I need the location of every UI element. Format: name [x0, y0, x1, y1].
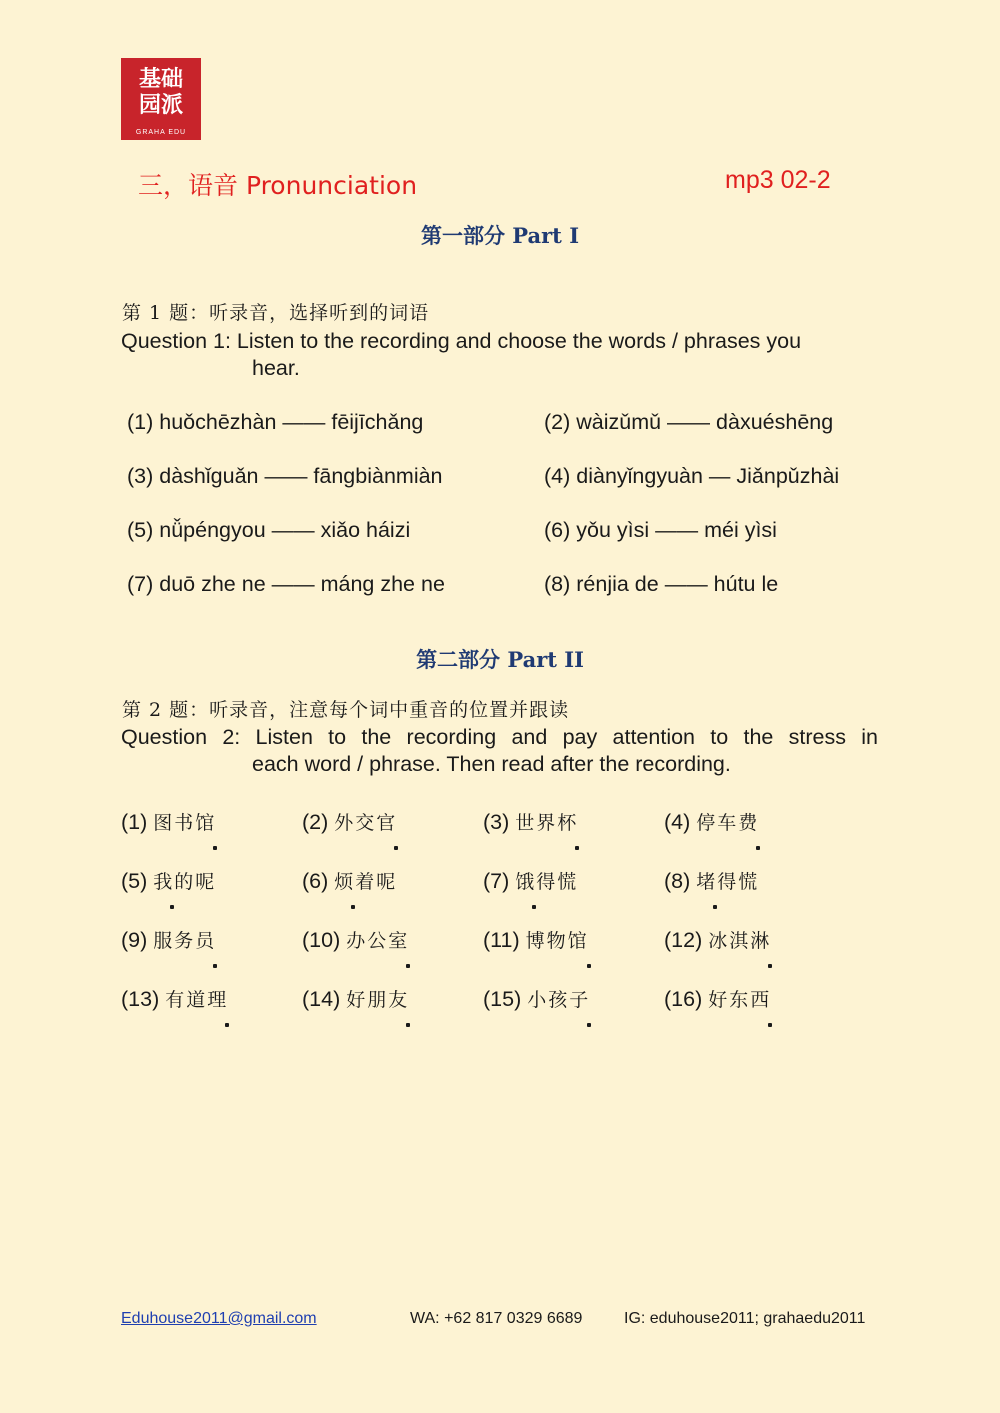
stress-word — [121, 985, 228, 1012]
question2-en-line1: Question 2: Listen to the recording and pay attention to the stress in — [121, 725, 878, 749]
stress-word-number: (6) — [302, 869, 329, 893]
pair-5: (5) nǚpéngyou —— xiǎo háizi — [127, 518, 411, 542]
footer-whatsapp: WA: +62 817 0329 6689 — [410, 1310, 583, 1327]
stress-word-text: 世界杯 — [515, 812, 579, 834]
logo-subtitle: GRAHA EDU — [135, 129, 187, 136]
stress-word-text: 外交官 — [334, 812, 398, 834]
audio-label: mp3 02-2 — [725, 166, 831, 194]
stress-word-text: 博物馆 — [525, 930, 589, 952]
stress-word-number: (1) — [121, 810, 148, 834]
pair-3: (3) dàshǐguǎn —— fāngbiànmiàn — [127, 464, 443, 488]
stress-word — [483, 808, 578, 835]
stress-word-number: (16) — [664, 987, 703, 1011]
footer-email-wrap — [121, 1310, 317, 1328]
stress-word-number: (11) — [483, 928, 520, 952]
stress-word — [121, 867, 216, 894]
stress-word — [121, 926, 216, 953]
stress-word-number: (15) — [483, 987, 522, 1011]
pair-6: (6) yǒu yìsi —— méi yìsi — [544, 518, 777, 542]
stress-dot — [213, 846, 217, 850]
stress-word — [302, 985, 409, 1012]
stress-dot — [587, 1023, 591, 1027]
pair-8: (8) rénjia de —— hútu le — [544, 572, 779, 596]
part1-title: 第一部分 Part I — [420, 223, 580, 248]
stress-dot — [756, 846, 760, 850]
stress-word — [664, 985, 771, 1012]
stress-word-text: 有道理 — [165, 989, 229, 1011]
question1-en-line1: Question 1: Listen to the recording and choose the words / phrases you — [121, 329, 802, 353]
stress-word-number: (10) — [302, 928, 341, 952]
stress-dot — [768, 964, 772, 968]
stress-word-number: (13) — [121, 987, 160, 1011]
stress-dot — [406, 964, 410, 968]
stress-word-text: 图书馆 — [153, 812, 217, 834]
stress-word-text: 烦着呢 — [334, 871, 398, 893]
stress-word-number: (4) — [664, 810, 691, 834]
logo — [121, 58, 201, 140]
stress-word-text: 办公室 — [346, 930, 410, 952]
stress-word — [302, 867, 397, 894]
stress-word-text: 饿得慌 — [515, 871, 579, 893]
stress-word-text: 我的呢 — [153, 871, 217, 893]
stress-dot — [575, 846, 579, 850]
stress-word-text: 停车费 — [696, 812, 760, 834]
pair-7: (7) duō zhe ne —— máng zhe ne — [127, 572, 445, 596]
stress-word-number: (9) — [121, 928, 148, 952]
logo-glyphs: 基础 园派 — [138, 66, 183, 118]
stress-word-number: (8) — [664, 869, 691, 893]
pair-4: (4) diànyǐngyuàn — Jiǎnpǔzhài — [544, 464, 840, 488]
footer-email-link[interactable]: Eduhouse2011@gmail.com — [121, 1310, 317, 1327]
stress-word — [664, 926, 771, 953]
stress-word-number: (14) — [302, 987, 341, 1011]
stress-word-text: 服务员 — [153, 930, 217, 952]
stress-word — [483, 867, 578, 894]
stress-dot — [768, 1023, 772, 1027]
question2-cn: 第 2 题：听录音，注意每个词中重音的位置并跟读 — [122, 699, 570, 721]
question1-en-line2: hear. — [252, 356, 300, 380]
stress-word-number: (5) — [121, 869, 148, 893]
stress-word — [664, 867, 759, 894]
stress-word-number: (3) — [483, 810, 510, 834]
stress-dot — [587, 964, 591, 968]
stress-word — [664, 808, 759, 835]
stress-word-text: 好朋友 — [346, 989, 410, 1011]
pair-2: (2) wàizǔmǔ —— dàxuéshēng — [544, 410, 834, 434]
stress-word-text: 小孩子 — [527, 989, 591, 1011]
pair-1: (1) huǒchēzhàn —— fēijīchǎng — [127, 410, 424, 434]
question1-cn: 第 1 题：听录音，选择听到的词语 — [122, 302, 430, 324]
section-title: 三，语音 Pronunciation — [138, 171, 418, 200]
question2-en-line2: each word / phrase. Then read after the recording. — [252, 752, 731, 776]
stress-word — [302, 808, 397, 835]
stress-dot — [213, 964, 217, 968]
stress-dot — [351, 905, 355, 909]
stress-word-number: (2) — [302, 810, 329, 834]
stress-dot — [225, 1023, 229, 1027]
stress-dot — [406, 1023, 410, 1027]
stress-word-number: (7) — [483, 869, 510, 893]
part2-title: 第二部分 Part II — [416, 647, 584, 672]
footer-instagram: IG: eduhouse2011; grahaedu2011 — [624, 1310, 866, 1327]
stress-word-text: 堵得慌 — [696, 871, 760, 893]
stress-word — [121, 808, 216, 835]
stress-word — [483, 985, 590, 1012]
stress-dot — [170, 905, 174, 909]
stress-dot — [532, 905, 536, 909]
stress-word-text: 好东西 — [708, 989, 772, 1011]
stress-dot — [394, 846, 398, 850]
stress-dot — [713, 905, 717, 909]
stress-word — [483, 926, 589, 953]
stress-word-text: 冰淇淋 — [708, 930, 772, 952]
stress-word — [302, 926, 409, 953]
stress-word-number: (12) — [664, 928, 703, 952]
